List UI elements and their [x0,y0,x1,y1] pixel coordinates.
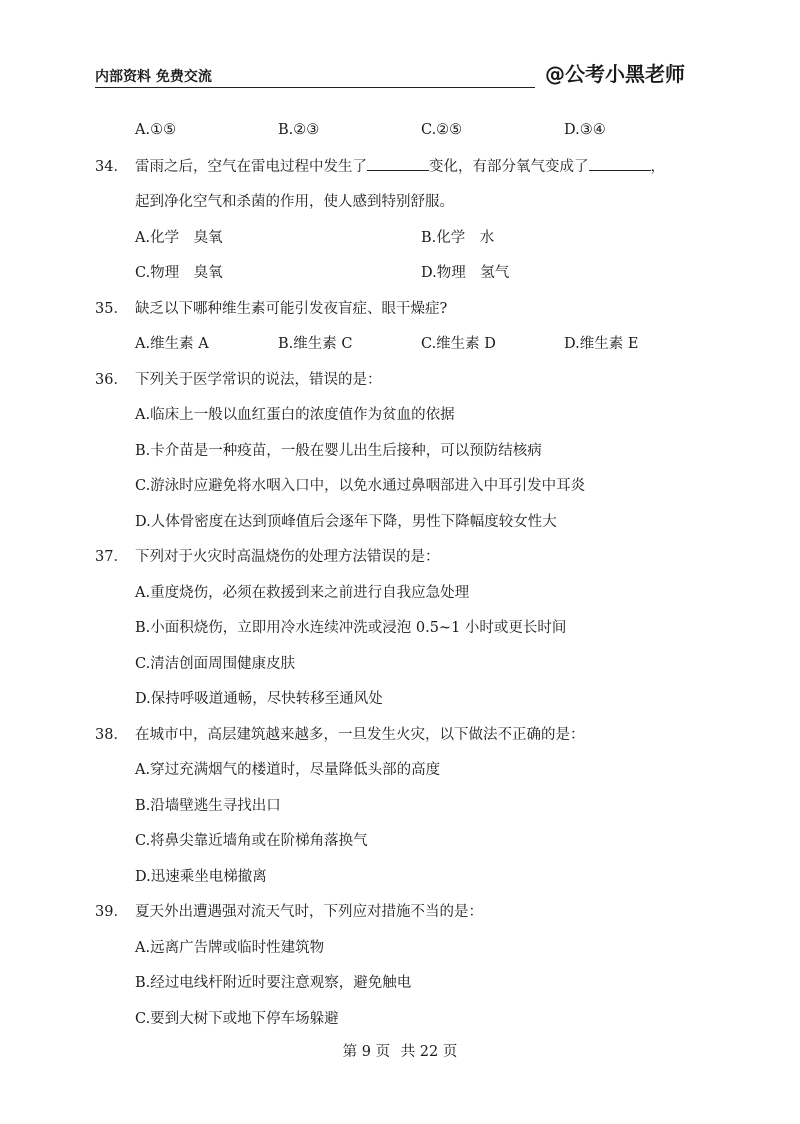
stem-part: ， [650,158,665,175]
option-b: B.②③ [278,121,320,138]
question-39 [95,893,707,929]
option-a: A.化学 臭氧 [135,229,223,246]
option-b: B.经过电线杆附近时要注意观察，避免触电 [135,975,412,992]
stem-part: 变化，有部分氧气变成了 [429,158,589,175]
page-footer [0,1040,800,1061]
option-a: A.穿过充满烟气的楼道时，尽量降低头部的高度 [135,762,441,779]
option-b: B.卡介苗是一种疫苗，一般在婴儿出生后接种，可以预防结核病 [135,442,542,459]
option-d: D.保持呼吸道通畅，尽快转移至通风处 [135,691,383,708]
option-a: A.重度烧伤，必须在救援到来之前进行自我应急处理 [135,584,470,601]
option-d: D.迅速乘坐电梯撤离 [135,868,267,885]
option-c: C.游泳时应避免将水咽入口中，以免水通过鼻咽部进入中耳引发中耳炎 [135,478,586,495]
option-c: C.②⑤ [421,121,463,138]
page-number: 第 9 页 [342,1044,391,1060]
option-b: B.沿墙壁逃生寻找出口 [135,797,281,814]
option-b: B.维生素 C [278,336,353,353]
header-rule [95,87,535,88]
question-stem [135,155,665,176]
question-options [95,254,707,290]
option-d: D.③④ [564,121,606,138]
question-37 [95,538,707,574]
question-36 [95,361,707,397]
option-d: D.物理 氢气 [421,265,510,282]
header-author: @公考小黑老师 [545,62,685,86]
fill-blank [589,156,651,171]
question-options [95,219,707,255]
question-number: 35． [95,300,128,317]
option-c: C.将鼻尖靠近墙角或在阶梯角落换气 [135,833,368,850]
option-c: C.要到大树下或地下停车场躲避 [135,1010,339,1027]
option-b: B.小面积烧伤，立即用冷水连续冲洗或浸泡 0.5~1 小时或更长时间 [135,620,567,637]
question-38 [95,716,707,752]
page-total: 共 22 页 [400,1044,458,1060]
question-stem: 在城市中，高层建筑越来越多，一旦发生火灾，以下做法不正确的是： [135,726,585,743]
option-b: B.化学 水 [421,229,495,246]
option-d: D.维生素 E [564,336,639,353]
question-stem: 缺乏以下哪种维生素可能引发夜盲症、眼干燥症? [135,300,448,317]
page-header [95,60,685,88]
question-number: 38． [95,726,128,743]
question-35 [95,290,707,326]
option-d: D.人体骨密度在达到顶峰值后会逐年下降，男性下降幅度较女性大 [135,513,557,530]
question-stem: 下列对于火灾时高温烧伤的处理方法错误的是： [135,549,440,566]
question-stem: 夏天外出遭遇强对流天气时，下列应对措施不当的是： [135,904,483,921]
question-34 [95,148,707,184]
header-left-text: 内部资料 免费交流 [95,69,212,85]
fill-blank [367,156,429,171]
option-a: A.临床上一般以血红蛋白的浓度值作为贫血的依据 [135,407,455,424]
question-number: 39． [95,904,128,921]
option-a: A.①⑤ [135,121,177,138]
question-options [95,325,707,361]
question-number: 34． [95,158,128,175]
question-number: 37． [95,549,128,566]
question-list [95,112,707,1035]
question-stem: 下列关于医学常识的说法，错误的是： [135,371,382,388]
option-a: A.维生素 A [135,336,209,353]
option-c: C.物理 臭氧 [135,265,223,282]
option-a: A.远离广告牌或临时性建筑物 [135,939,325,956]
question-stem-continued: 起到净化空气和杀菌的作用，使人感到特别舒服。 [135,194,454,211]
option-c: C.维生素 D [421,336,496,353]
option-c: C.清洁创面周围健康皮肤 [135,655,296,672]
stem-part: 雷雨之后，空气在雷电过程中发生了 [135,158,367,175]
question-number: 36． [95,371,128,388]
prev-question-options [95,112,707,148]
